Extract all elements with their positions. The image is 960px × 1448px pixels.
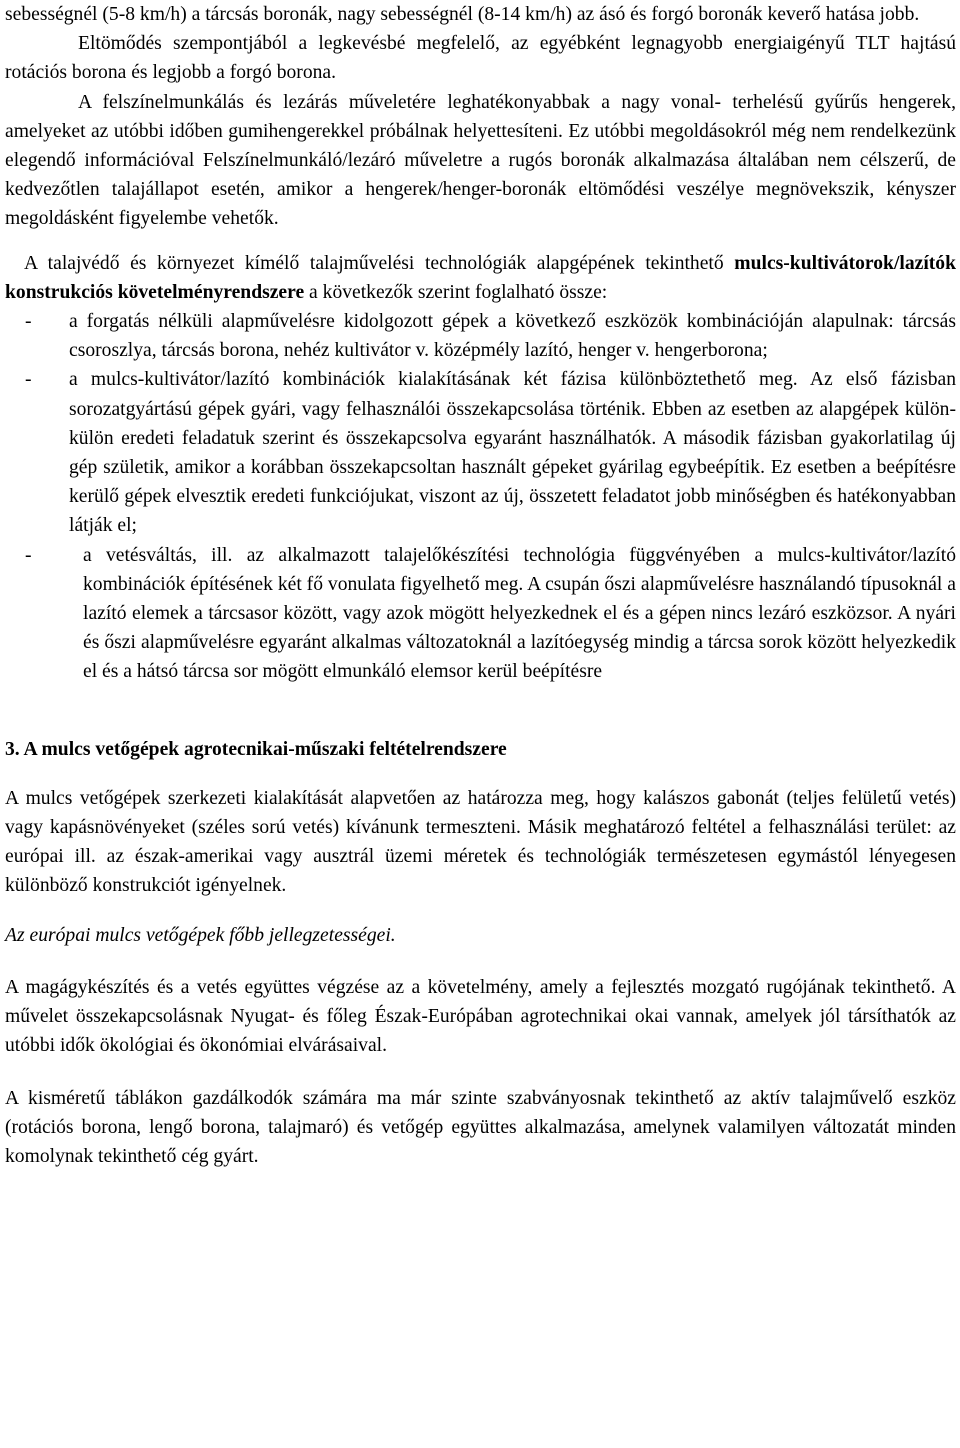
paragraph-seeder-design: A mulcs vetőgépek szerkezeti kialakítását alapvetően az határozza meg, hogy kalászos gabonát (teljes felületű vetés) vagy kapásnövényeket (széles sorú vetés) kívánunk termeszteni. Másik meghatározó feltétel a felhasználási terület: az európai ill. az észak-amerikai vagy ausztrál üzemi méretek és technológiák természetesen egymástól lényegesen különböző konstrukciót igényelnek.	[5, 787, 956, 897]
requirements-intro-text: A talajvédő és környezet kímélő talajművelési technológiák alapgépének tekinthető	[24, 252, 735, 274]
paragraph-surface-finishing: A felszínelmunkálás és lezárás műveletére leghatékonyabbak a nagy vonal- terhelésű gyűrűs hengerek, amelyeket az utóbbi időben gumihengerekkel próbálnak helyettesíteni. Ez utóbbi megoldásokról még nem rendelkezünk elegendő információval Felszínelmunkáló/lezáró műveletre a rugós boronák alkalmazása általában nem célszerű, de kedvezőtlen talajállapot esetén, amikor a hengerek/henger-boronák eltömődési veszélye megnövekszik, kényszer megoldásként figyelembe vehetők.	[5, 91, 956, 230]
list-dash: -	[25, 544, 32, 566]
list-item-text: a forgatás nélküli alapművelésre kidolgozott gépek a következő eszközök kombinációján alapulnak: tárcsás csoroszlya, tárcsás borona, nehéz kultivátor v. középmély lazító, henger v. hengerborona;	[69, 311, 956, 362]
list-dash: -	[25, 369, 32, 391]
list-dash: -	[25, 311, 32, 333]
list-item	[5, 365, 956, 540]
list-item-text: a mulcs-kultivátor/lazító kombinációk kialakításának két fázisa különböztethető meg. Az első fázisban sorozatgyártású gépek gyári, vagy felhasználói összekapcsolása történik. Ebben az esetben az alapgépek külön-külön eredeti feladatuk szerint és összekapcsolva egyaránt használhatók. A második fázisban gyakorlatilag új gép születik, amikor a korábban összekapcsoltan használt gépeket gyárilag egybeépítik. Ez esetben a beépítésre kerülő gépek elvesztik eredeti funkciójukat, viszont az új, összetett feladatot jobb minőségben és hatékonyabban látják el;	[69, 369, 956, 537]
paragraph-continuation: sebességnél (5-8 km/h) a tárcsás boronák, nagy sebességnél (8-14 km/h) az ásó és forgó boronák keverő hatása jobb.	[5, 4, 920, 25]
list-item-text: a vetésváltás, ill. az alkalmazott talajelőkészítési technológia függvényében a mulcs-kultivátor/lazító kombinációk építésének két fő vonulata figyelhető meg. A csupán őszi alapművelésre használandó típusoknál a lazító elemek a tárcsasor között, vagy azok mögött helyezkednek el és a gépen nincs lezáró eszközsor. A nyári és őszi alapművelésre egyaránt alkalmas változatoknál a lazítóegység mindig a tárcsa sorok között helyezkedik el és a hátsó tárcsa sor mögött elmunkáló elemsor kerül beépítésre	[83, 544, 956, 683]
section-heading: 3. A mulcs vetőgépek agrotecnikai-műszaki feltételrendszere	[5, 738, 507, 760]
paragraph-small-fields: A kisméretű táblákon gazdálkodók számára ma már szinte szabványosnak tekinthető az aktív talajművelő eszköz (rotációs borona, lengő borona, talajmaró) és vetőgép együttes alkalmazása, amelynek valamilyen változatát minden komolynak tekinthető cég gyárt.	[5, 1087, 956, 1167]
paragraph-seedbed: A magágykészítés és a vetés együttes végzése az a követelmény, amely a fejlesztés mozgató rugójának tekinthető. A művelet összekapcsolásnak Nyugat- és főleg Észak-Európában agrotechnikai okai vannak, amelyek jól társíthatók az utóbbi idők ökológiai és ökonómiai elvárásaival.	[5, 976, 956, 1057]
document-page	[5, 0, 956, 1171]
subheading-italic: Az európai mulcs vetőgépek főbb jellegzetességei.	[5, 924, 396, 946]
requirements-bold-term: mulcs-kultivátorok/lazítók konstrukciós követelményrendszere	[5, 252, 956, 303]
list-item	[5, 307, 956, 365]
list-item	[5, 541, 956, 687]
paragraph-clogging: Eltömődés szempontjából a legkevésbé megfelelő, az egyébként legnagyobb energiaigényű TLT hajtású rotációs borona és legjobb a forgó borona.	[5, 33, 956, 84]
paragraph-requirements-intro	[5, 249, 956, 307]
requirements-intro-tail: a következők szerint foglalható össze:	[304, 281, 608, 303]
